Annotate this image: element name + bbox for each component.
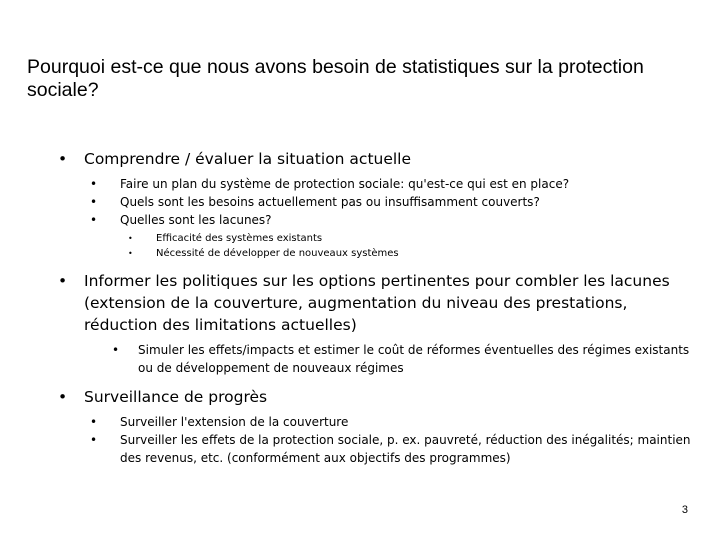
list-item bbox=[58, 175, 698, 193]
section-heading bbox=[58, 386, 698, 408]
list-item bbox=[58, 211, 698, 229]
bullet-icon: • bbox=[90, 213, 98, 227]
section-heading-text: Surveillance de progrès bbox=[84, 388, 268, 406]
sub-list-item-text: Nécessité de développer de nouveaux systèmes bbox=[156, 248, 399, 259]
list-item-text: Surveiller les effets de la protection sociale, p. ex. pauvreté, réduction des inégalités; maintien des revenus, etc. (conformément aux objectifs des programmes) bbox=[120, 433, 691, 465]
list-item bbox=[58, 413, 698, 431]
bullet-icon: • bbox=[90, 177, 98, 191]
section-heading-text: Informer les politiques sur les options pertinentes pour combler les lacunes (extension de la couverture, augmentation du niveau des prestations, réduction des limitations actuelles) bbox=[84, 272, 670, 334]
slide-title: Pourquoi est-ce que nous avons besoin de statistiques sur la protection sociale? bbox=[27, 56, 644, 101]
bullet-icon: • bbox=[112, 343, 120, 357]
section-heading bbox=[58, 148, 698, 170]
list-item bbox=[58, 431, 698, 467]
list-item-text: Quelles sont les lacunes? bbox=[120, 213, 272, 227]
bullet-icon: • bbox=[128, 249, 133, 258]
bullet-icon: • bbox=[90, 433, 98, 447]
bullet-icon: • bbox=[128, 234, 133, 243]
list-item bbox=[58, 341, 698, 377]
section-heading-text: Comprendre / évaluer la situation actuelle bbox=[84, 150, 412, 168]
page-number: 3 bbox=[681, 504, 688, 516]
list-item-text: Quels sont les besoins actuellement pas ou insuffisamment couverts? bbox=[120, 195, 540, 209]
bullet-icon: • bbox=[58, 388, 68, 406]
list-item-text: Surveiller l'extension de la couverture bbox=[120, 415, 349, 429]
list-item bbox=[58, 193, 698, 211]
section-heading bbox=[58, 270, 698, 336]
bullet-icon: • bbox=[90, 415, 98, 429]
bullet-icon: • bbox=[90, 195, 98, 209]
slide-content bbox=[58, 146, 698, 467]
bullet-icon: • bbox=[58, 272, 68, 290]
bullet-icon: • bbox=[58, 150, 68, 168]
sub-list-item bbox=[58, 231, 698, 246]
sub-list-item bbox=[58, 246, 698, 261]
list-item-text: Simuler les effets/impacts et estimer le coût de réformes éventuelles des régimes existants ou de développement de nouveaux régimes bbox=[138, 343, 690, 375]
list-item-text: Faire un plan du système de protection sociale: qu'est-ce qui est en place? bbox=[120, 177, 570, 191]
sub-list-item-text: Efficacité des systèmes existants bbox=[156, 233, 323, 244]
